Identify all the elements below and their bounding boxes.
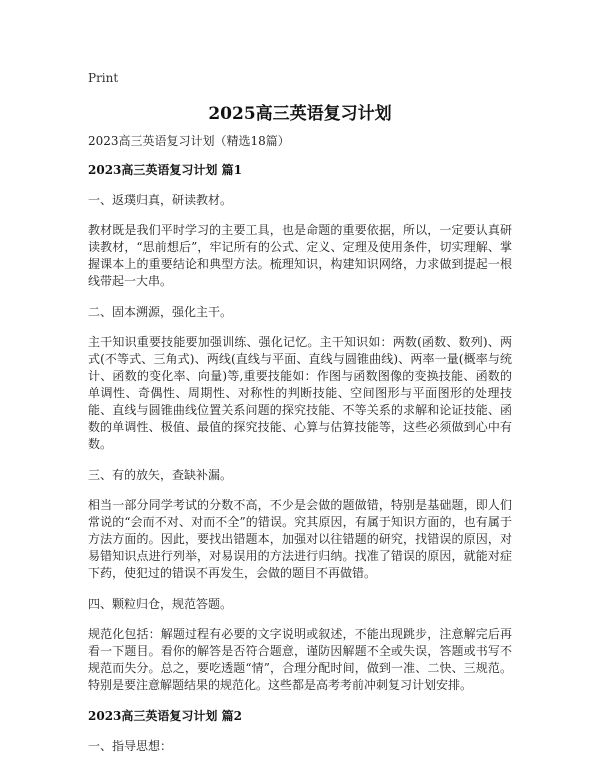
- section-heading-2: 2023高三英语复习计划 篇2: [88, 709, 242, 723]
- section-1-point-2: 二、固本溯源，强化主干。: [88, 305, 233, 319]
- section-1-point-1: 一、返璞归真，研读教材。: [88, 193, 233, 207]
- document-title: 2025高三英语复习计划: [208, 104, 392, 124]
- section-2-point-1: 一、指导思想：: [88, 739, 173, 753]
- print-link[interactable]: Print: [88, 71, 119, 85]
- section-1-point-4: 四、颗粒归仓，规范答题。: [88, 597, 233, 611]
- section-1-paragraph-2: 主干知识重要技能要加强训练、强化记忆。主干知识如：两数(函数、数列)、两式(不等式、三角式)、两线(直线与平面、直线与圆锥曲线)、两率一量(概率与统计、函数的变化率、向量)等,重要技能如：作图与函数图像的变换技能、函数的单调性、奇偶性、周期性、对称性的判断技能、空间图形与平面图形的处理技能、直线与圆锥曲线位置关系问题的探究技能、不等关系的求解和论证技能、函数的单调性、极值、最值的探究技能、心算与估算技能等，这些必须做到心中有数。: [88, 335, 512, 451]
- section-heading-1: 2023高三英语复习计划 篇1: [88, 163, 242, 177]
- document-subtitle: 2023高三英语复习计划（精选18篇）: [88, 134, 290, 148]
- document-body: [88, 133, 512, 768]
- section-1-paragraph-1: 教材既是我们平时学习的主要工具，也是命题的重要依据，所以，一定要认真研读教材，“思前想后”，牢记所有的公式、定义、定理及使用条件，切实理解、掌握课本上的重要结论和典型方法。梳理知识，构建知识网络，力求做到提起一根线带起一大串。: [88, 223, 512, 288]
- section-1-point-3: 三、有的放矢，查缺补漏。: [88, 468, 233, 482]
- section-1-paragraph-4: 规范化包括：解题过程有必要的文字说明或叙述，不能出现跳步，注意解完后再看一下题目。看你的解答是否符合题意，谨防因解题不全或失误，答题或书写不规范而失分。总之，要吃透题“情”，合理分配时间，做到一准、二快、三规范。特别是要注意解题结果的规范化。这些都是高考考前冲刺复习计划安排。: [88, 627, 512, 692]
- section-1-paragraph-3: 相当一部分同学考试的分数不高，不少是会做的题做错，特别是基础题，即人们常说的“会而不对、对而不全”的错误。究其原因，有属于知识方面的，也有属于方法方面的。因此，要找出错题本，加强对以往错题的研究，找错误的原因，对易错知识点进行列举，对易误用的方法进行归纳。找准了错误的原因，就能对症下药，使犯过的错误不再发生，会做的题目不再做错。: [88, 498, 512, 580]
